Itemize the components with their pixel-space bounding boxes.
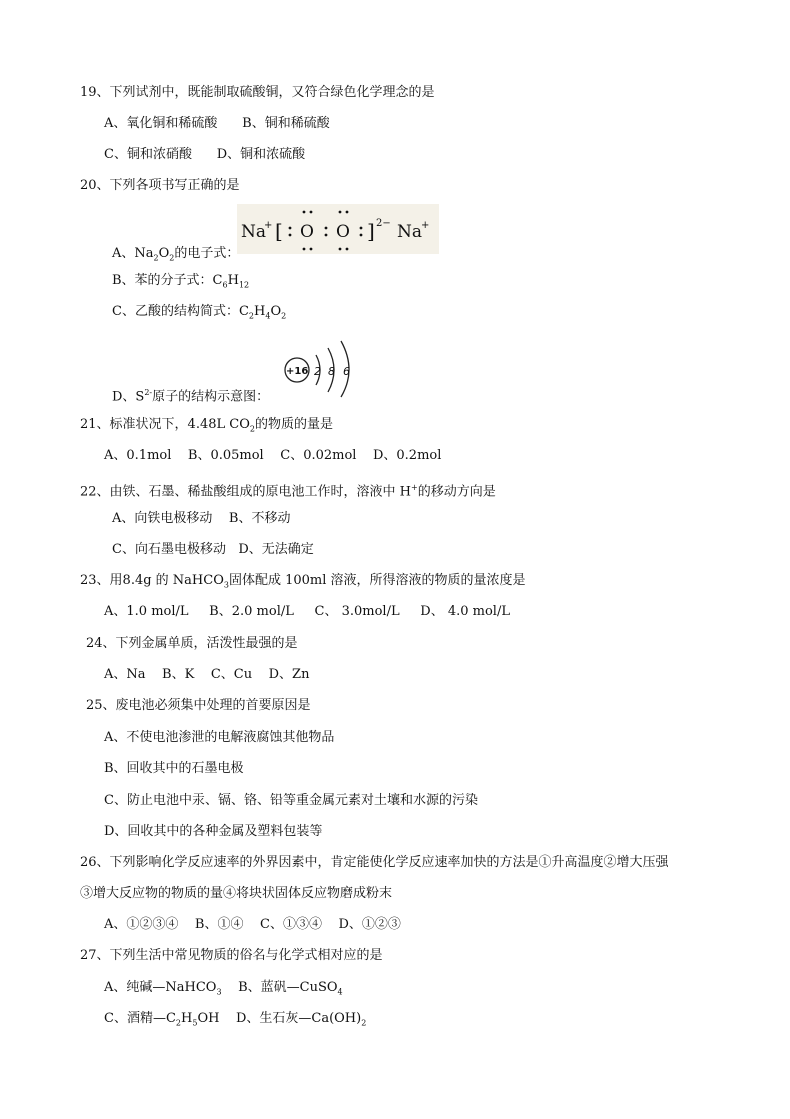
question-20-option-b: B、苯的分子式：$C_6H_{12}$ [112, 273, 250, 290]
atom-shell-2: 8 [328, 365, 335, 378]
question-27-stem: 27、下列生活中常见物质的俗名与化学式相对应的是 [80, 948, 383, 963]
question-22-options-cd: C、向石墨电极移动 D、无法确定 [112, 542, 314, 557]
question-19-stem: 19、下列试剂中，既能制取硫酸铜，又符合绿色化学理念的是 [80, 85, 435, 100]
question-23-stem: 23、用8.4g 的 NaHCO$_3$固体配成 100ml 溶液，所得溶液的物质的量浓度是 [80, 573, 526, 590]
question-27-options-cd: C、酒精$—C_2H_5OH$ D、生石灰$—Ca(OH)_2$ [104, 1011, 367, 1028]
svg-text:+: + [264, 220, 273, 231]
question-19-options-cd: C、铜和浓硝酸 D、铜和浓硫酸 [104, 147, 306, 162]
question-25-option-d: D、回收其中的各种金属及塑料包装等 [104, 824, 323, 839]
atom-shell-1: 2 [314, 365, 321, 378]
atom-structure-svg [280, 337, 370, 399]
atom-structure-diagram [280, 337, 370, 399]
question-26-options: A、①②③④ B、①④ C、①③④ D、①②③ [104, 917, 401, 932]
question-25-option-b: B、回收其中的石墨电极 [104, 761, 244, 776]
lewis-charge: 2− [376, 218, 391, 229]
lewis-na-right: Na [397, 222, 423, 242]
question-20-option-c: C、乙酸的结构简式：$C_2H_4O_2$ [112, 304, 287, 321]
question-25-option-c: C、防止电池中汞、镉、铬、铅等重金属元素对土壤和水源的污染 [104, 793, 478, 808]
question-24-options: A、Na B、K C、Cu D、Zn [104, 667, 310, 682]
atom-shell-3: 6 [343, 365, 350, 378]
lewis-o-1: O [300, 222, 314, 242]
svg-text:[: [ [275, 219, 283, 243]
question-21-options: A、0.1mol B、0.05mol C、0.02mol D、0.2mol [104, 448, 442, 463]
lewis-na-left: Na [241, 222, 267, 242]
question-20-option-a: A、$Na_2O_2$的电子式： [112, 246, 240, 263]
question-20-option-d: D、$S^{2-}$原子的结构示意图： [112, 388, 270, 405]
atom-nucleus: +16 [286, 366, 309, 377]
electron-dot-diagram [237, 204, 439, 254]
question-24-stem: 24、下列金属单质，活泼性最强的是 [86, 636, 298, 651]
question-21-stem: 21、标准状况下，4.48L $CO_2$的物质的量是 [80, 417, 333, 434]
question-19-options-ab: A、氧化铜和稀硫酸 B、铜和稀硫酸 [104, 116, 330, 131]
question-27-options-ab: A、纯碱—NaHCO$_3$ B、蓝矾—CuSO$_4$ [104, 980, 343, 997]
electron-dot-svg [237, 204, 439, 254]
question-22-stem: 22、由铁、石墨、稀盐酸组成的原电池工作时，溶液中 H+的移动方向是 [80, 483, 496, 500]
svg-text:]: ] [367, 219, 375, 243]
question-20-stem: 20、下列各项书写正确的是 [80, 178, 240, 193]
question-26-stem-line1: 26、下列影响化学反应速率的外界因素中，肯定能使化学反应速率加快的方法是①升高温度②增大压强 [80, 855, 669, 870]
svg-text:+: + [421, 220, 430, 231]
question-25-option-a: A、不使电池渗泄的电解液腐蚀其他物品 [104, 730, 335, 745]
question-23-options: A、1.0 mol/L B、2.0 mol/L C、 3.0mol/L D、 4.0 mol/L [104, 604, 510, 619]
lewis-o-2: O [336, 222, 350, 242]
question-25-stem: 25、废电池必须集中处理的首要原因是 [86, 698, 311, 713]
question-22-options-ab: A、向铁电极移动 B、不移动 [112, 511, 291, 526]
question-26-stem-line2: ③增大反应物的物质的量④将块状固体反应物磨成粉末 [80, 886, 393, 901]
